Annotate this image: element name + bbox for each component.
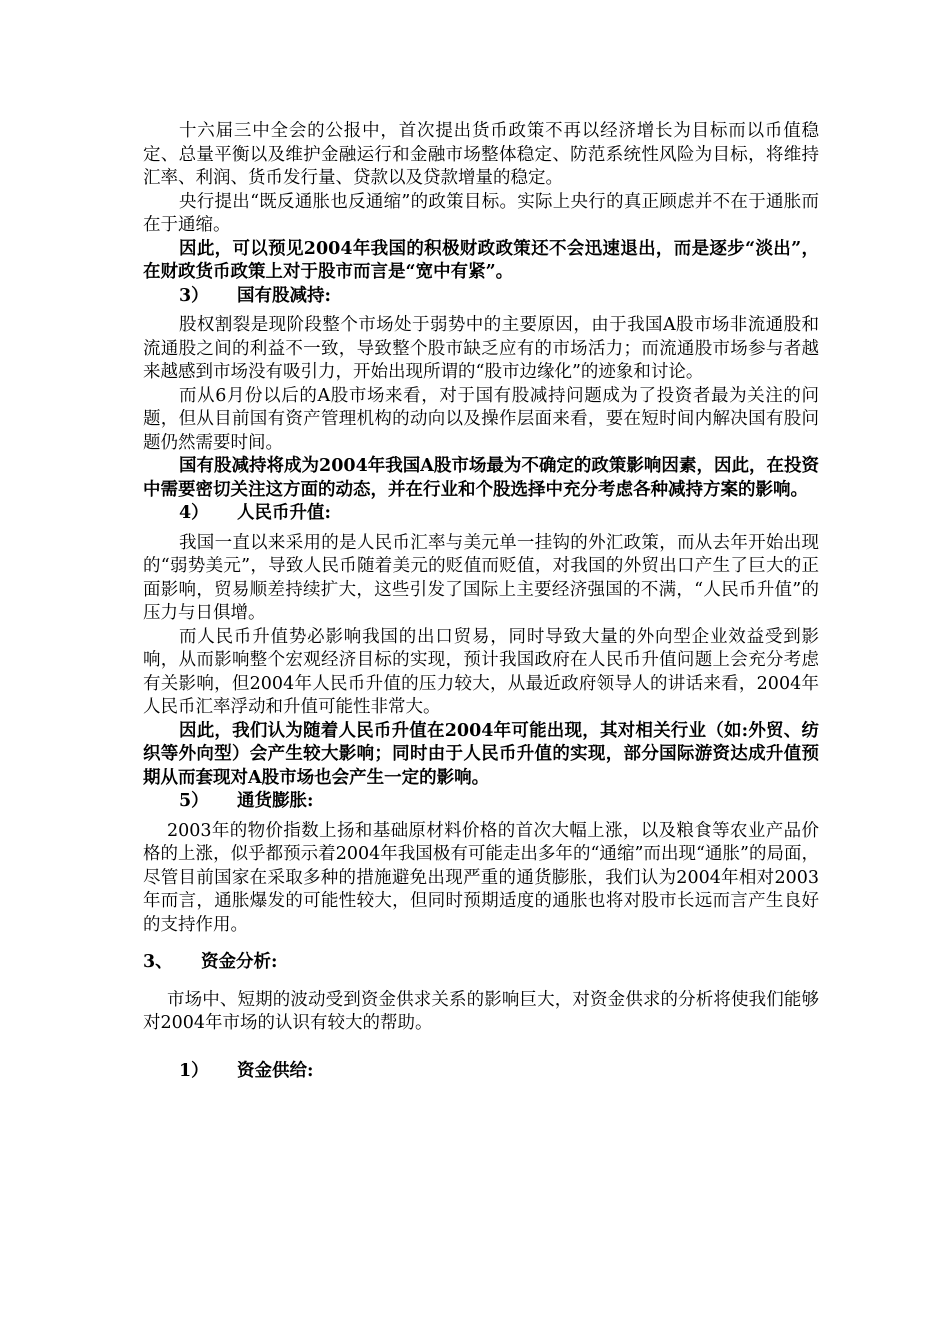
heading-number: 1） bbox=[179, 1060, 209, 1081]
heading-title: 人民币升值: bbox=[237, 503, 331, 523]
heading-capital-supply bbox=[143, 1060, 819, 1084]
heading-number: 4） bbox=[179, 503, 209, 523]
heading-title: 资金供给: bbox=[237, 1060, 314, 1081]
paragraph-rmb-conclusion: 因此，我们认为随着人民币升值在2004年可能出现，其对相关行业（如:外贸、纺织等外向型）会产生较大影响；同时由于人民币升值的实现，部分国际游资达成升值预期从而套现对A股市场也会产生一定的影响。 bbox=[143, 720, 819, 788]
paragraph-fiscal-conclusion: 因此，可以预见2004年我国的积极财政政策还不会迅速退出，而是逐步“淡出”，在财政货币政策上对于股市而言是“宽中有紧”。 bbox=[143, 238, 819, 282]
paragraph-equity-split: 股权割裂是现阶段整个市场处于弱势中的主要原因，由于我国A股市场非流通股和流通股之间的利益不一致，导致整个股市缺乏应有的市场活力；而流通股市场参与者越来越感到市场没有吸引力，开始出现所谓的“股市边缘化”的迹象和讨论。 bbox=[143, 315, 819, 382]
paragraph-june-market: 而从6月份以后的A股市场来看，对于国有股减持问题成为了投资者最为关注的问题，但从目前国有资产管理机构的动向以及操作层面来看，要在短时间内解决国有股问题仍然需要时间。 bbox=[143, 385, 819, 453]
heading-number: 3、 bbox=[143, 952, 173, 972]
paragraph-rmb-impact: 而人民币升值势必影响我国的出口贸易，同时导致大量的外向型企业效益受到影响，从而影响整个宏观经济目标的实现，预计我国政府在人民币升值问题上会充分考虑有关影响，但2004年人民币升值的压力较大，从最近政府领导人的讲话来看，2004年人民币汇率浮动和升值可能性非常大。 bbox=[143, 626, 819, 717]
paragraph-inflation: 2003年的物价指数上扬和基础原材料价格的首次大幅上涨，以及粮食等农业产品价格的上涨，似乎都预示着2004年我国极有可能走出多年的“通缩”而出现“通胀”的局面，尽管目前国家在采取多种的措施避免出现严重的通货膨胀，我们认为2004年相对2003年而言，通胀爆发的可能性较大，但同时预期适度的通胀也将对股市长远而言产生良好的支持作用。 bbox=[143, 820, 819, 935]
heading-title: 国有股减持: bbox=[237, 285, 331, 306]
paragraph-exchange-policy: 我国一直以来采用的是人民币汇率与美元单一挂钩的外汇政策，而从去年开始出现的“弱势美元”，导致人民币随着美元的贬值而贬值，对我国的外贸出口产生了巨大的正面影响，贸易顺差持续扩大，这些引发了国际上主要经济强国的不满，“人民币升值”的压力与日俱增。 bbox=[143, 532, 819, 623]
heading-inflation bbox=[143, 790, 819, 814]
heading-number: 3） bbox=[179, 285, 209, 306]
paragraph-central-bank-goal: 央行提出“既反通胀也反通缩”的政策目标。实际上央行的真正顾虑并不在于通胀而在于通缩。 bbox=[143, 191, 819, 235]
heading-number: 5） bbox=[179, 791, 209, 811]
document-page bbox=[143, 120, 819, 1083]
paragraph-state-share-conclusion: 国有股减持将成为2004年我国A股市场最为不确定的政策影响因素，因此，在投资中需要密切关注这方面的动态，并在行业和个股选择中充分考虑各种减持方案的影响。 bbox=[143, 456, 819, 500]
heading-state-share-reduction bbox=[143, 285, 819, 309]
paragraph-capital-supply-demand: 市场中、短期的波动受到资金供求关系的影响巨大，对资金供求的分析将使我们能够对2004年市场的认识有较大的帮助。 bbox=[143, 989, 819, 1033]
heading-title: 资金分析: bbox=[201, 952, 278, 972]
heading-capital-analysis bbox=[143, 951, 819, 975]
paragraph-monetary-policy: 十六届三中全会的公报中，首次提出货币政策不再以经济增长为目标而以币值稳定、总量平衡以及维护金融运行和金融市场整体稳定、防范系统性风险为目标，将维持汇率、利润、货币发行量、贷款以及贷款增量的稳定。 bbox=[143, 121, 819, 188]
heading-rmb-appreciation bbox=[143, 502, 819, 526]
heading-title: 通货膨胀: bbox=[237, 791, 314, 811]
